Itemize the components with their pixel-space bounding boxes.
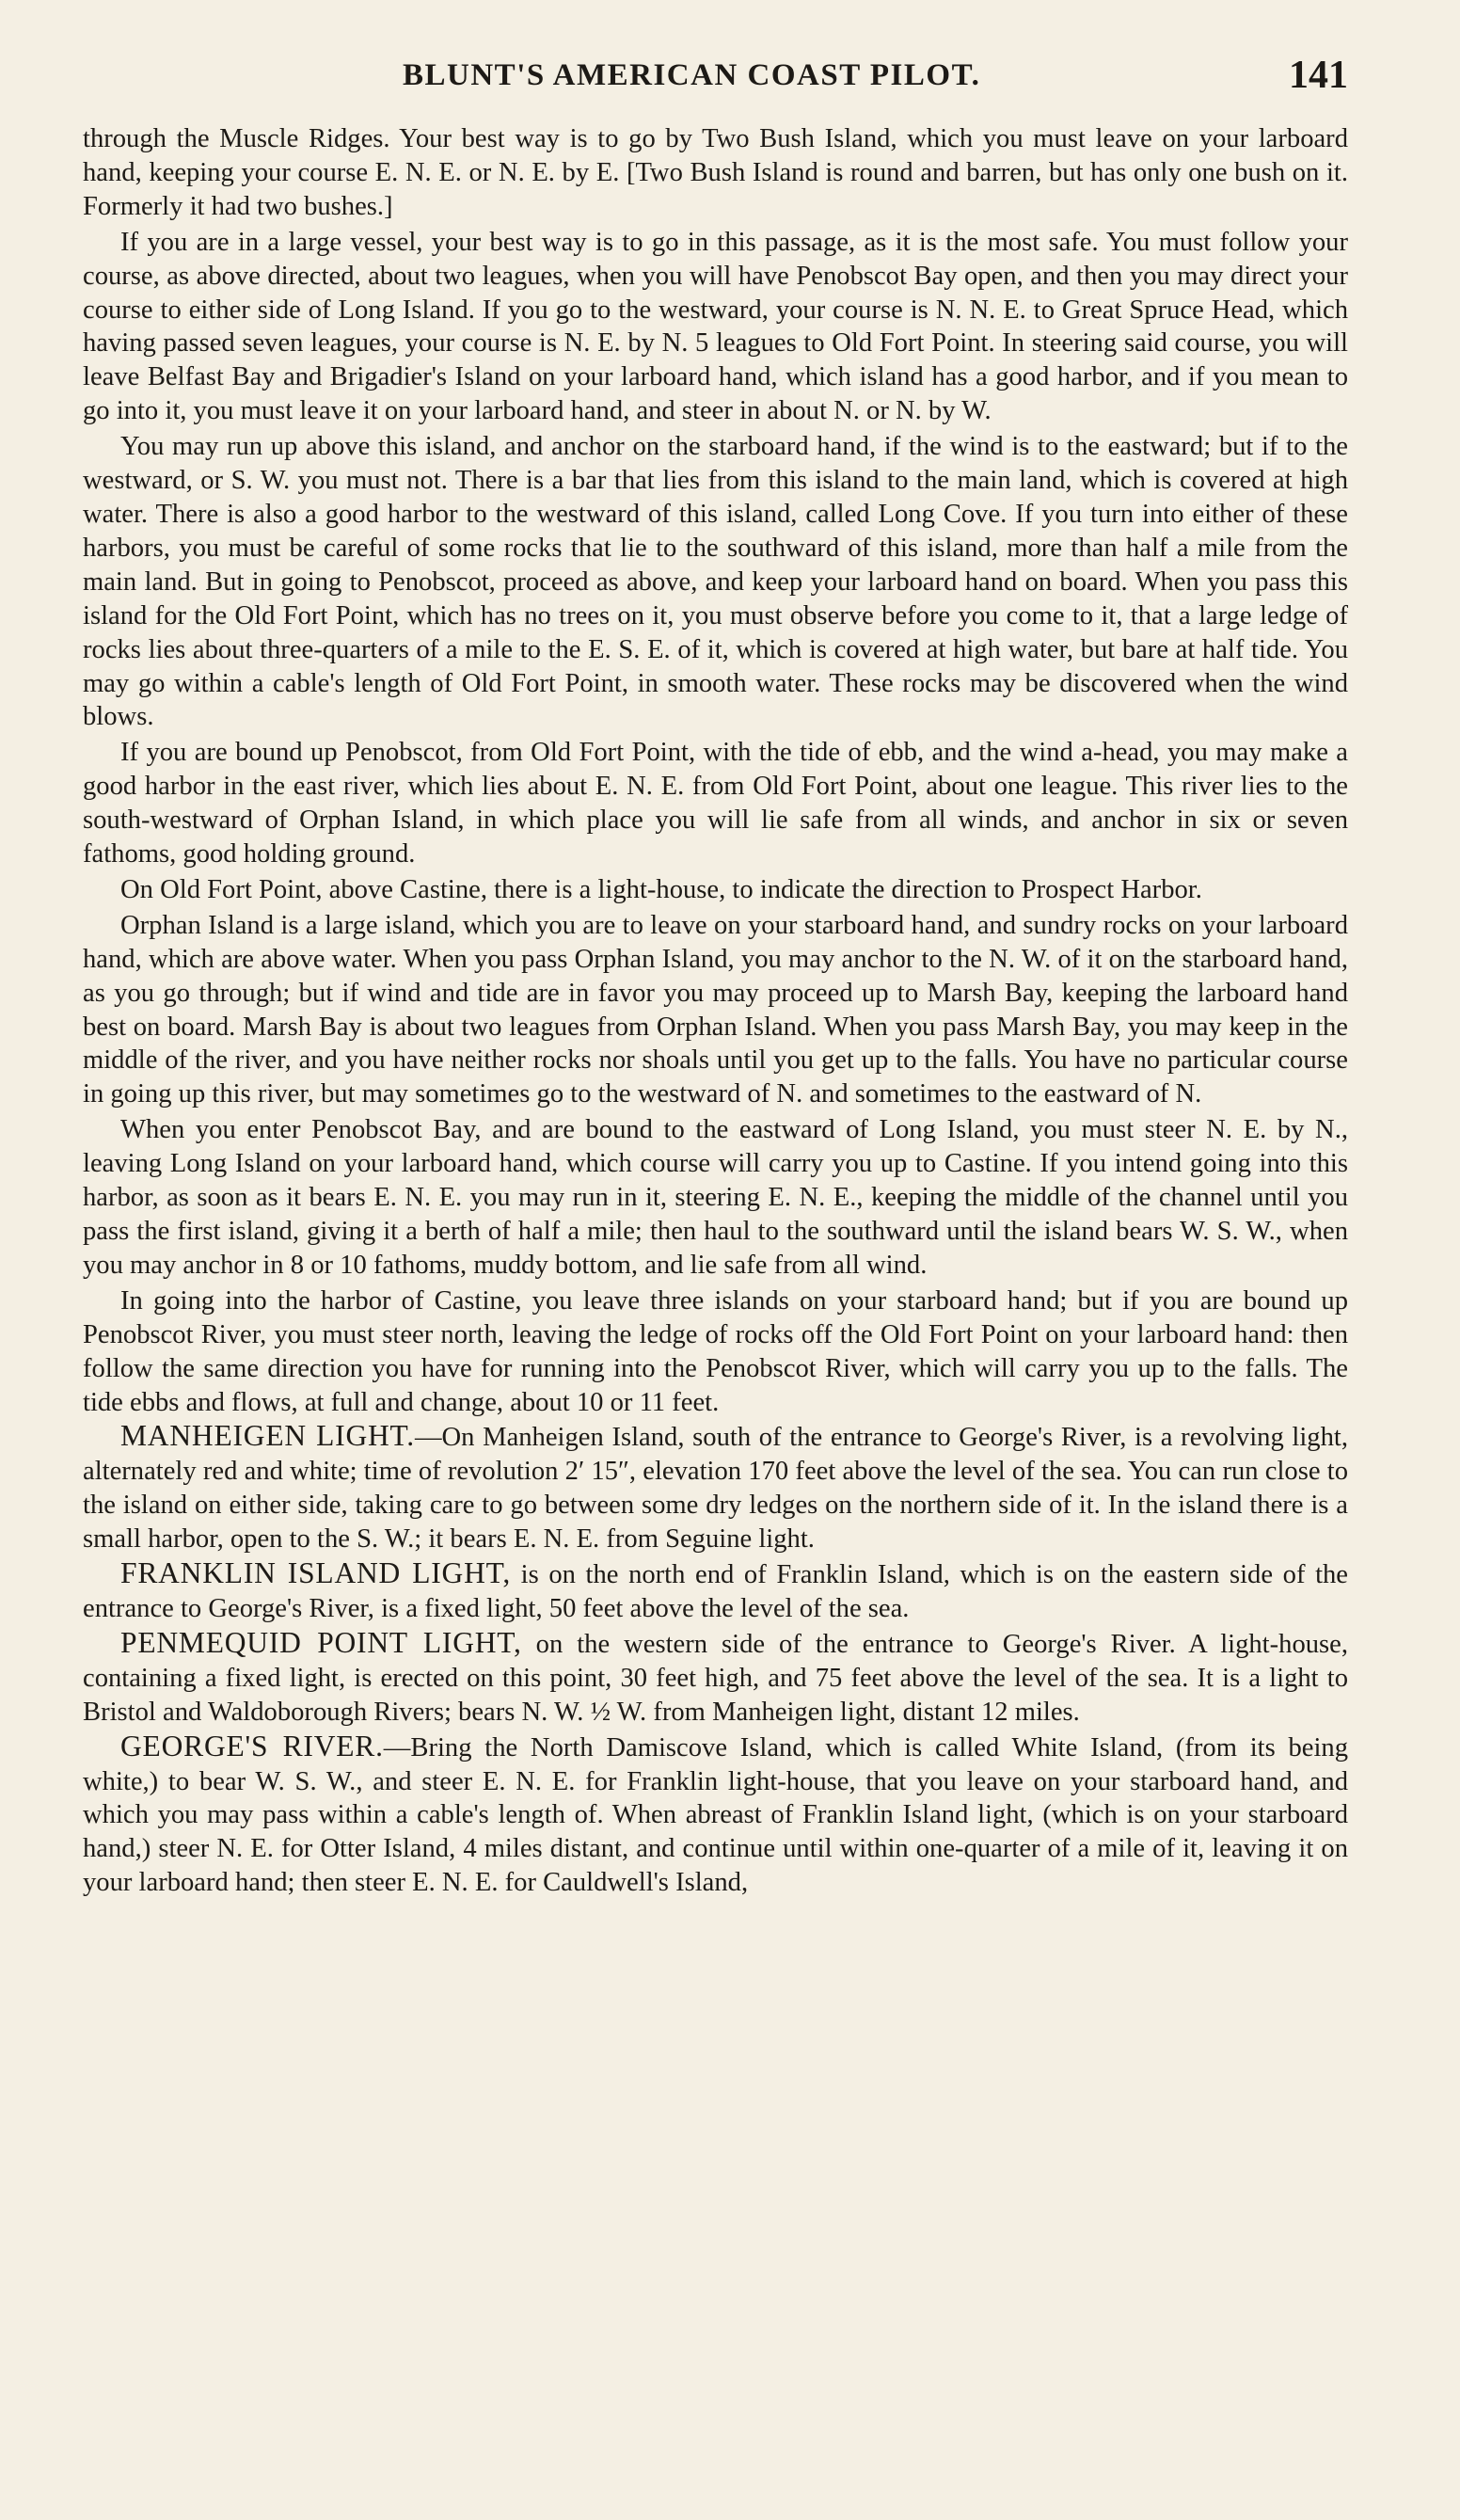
paragraph: [83, 1419, 1348, 1556]
paragraph-heading: PENMEQUID POINT LIGHT,: [120, 1625, 522, 1659]
paragraph-text: On Old Fort Point, above Castine, there is a light-house, to indicate the direction to Prospect Harbor.: [120, 874, 1202, 904]
paragraph-text: Orphan Island is a large island, which you are to leave on your starboard hand, and sundry rocks on your larboard hand, which are above water. When you pass Orphan Island, you may anchor to the N. W. of it on the starboard hand, as you go through; but if wind and tide are in favor you may proceed up to Marsh Bay, keeping the larboard hand best on board. Marsh Bay is about two leagues from Orphan Island. When you pass Marsh Bay, you may keep in the middle of the river, and you have neither rocks nor shoals until you get up to the falls. You have no particular course in going up this river, but may sometimes go to the westward of N. and sometimes to the eastward of N.: [83, 910, 1348, 1109]
paragraph-text: through the Muscle Ridges. Your best way is to go by Two Bush Island, which you must leave on your larboard hand, keeping your course E. N. E. or N. E. by E. [Two Bush Island is round and barren, but has only one bush on it. Formerly it had two bushes.]: [83, 124, 1348, 221]
running-title: BLUNT'S AMERICAN COAST PILOT.: [403, 58, 981, 92]
paragraph: [83, 1626, 1348, 1730]
paragraph: [83, 1111, 1348, 1283]
paragraph: [83, 1283, 1348, 1420]
paragraph-text: If you are in a large vessel, your best way is to go in this passage, as it is the most safe. You must follow your course, as above directed, about two leagues, when you will have Penobscot Bay open, and then you may direct your course to either side of Long Island. If you go to the westward, your course is N. N. E. to Great Spruce Head, which having passed seven leagues, your course is N. E. by N. 5 leagues to Old Fort Point. In steering said course, you will leave Belfast Bay and Brigadier's Island on your larboard hand, which island has a good harbor, and if you mean to go into it, you must leave it on your larboard hand, and steer in about N. or N. by W.: [83, 227, 1348, 426]
paragraph-text: on the western side of the entrance to George's River. A light-house, containing a fixed light, is erected on this point, 30 feet high, and 75 feet above the level of the sea. It is a light to Bristol and Waldoborough Rivers; bears N. W. ½ W. from Manheigen light, distant 12 miles.: [83, 1629, 1348, 1727]
body-text: [83, 120, 1348, 1900]
page-header: [83, 53, 1348, 96]
paragraph-heading: MANHEIGEN LIGHT.: [120, 1419, 415, 1453]
paragraph-text: You may run up above this island, and anchor on the starboard hand, if the wind is to the eastward; but if to the westward, or S. W. you must not. There is a bar that lies from this island to the main land, which is covered at high water. There is also a good harbor to the westward of this island, called Long Cove. If you turn into either of these harbors, you must be careful of some rocks that lie to the southward of this island, more than half a mile from the main land. But in going to Penobscot, proceed as above, and keep your larboard hand on board. When you pass this island for the Old Fort Point, which has no trees on it, you must observe before you come to it, that a large ledge of rocks lies about three-quarters of a mile to the E. S. E. of it, which is covered at high water, but bare at half tide. You may go within a cable's length of Old Fort Point, in smooth water. These rocks may be discovered when the wind blows.: [83, 432, 1348, 732]
paragraph-text: —Bring the North Damiscove Island, which is called White Island, (from its being white,) to bear W. S. W., and steer E. N. E. for Franklin light-house, that you leave on your starboard hand, and which you may pass within a cable's length of. When abreast of Franklin Island light, (which is on your starboard hand,) steer N. E. for Otter Island, 4 miles distant, and continue until within one-quarter of a mile of it, leaving it on your larboard hand; then steer E. N. E. for Cauldwell's Island,: [83, 1732, 1348, 1898]
paragraph: [83, 907, 1348, 1111]
paragraph: [83, 871, 1348, 907]
paragraph: [83, 120, 1348, 224]
paragraph-text: In going into the harbor of Castine, you leave three islands on your starboard hand; but if you are bound up Penobscot River, you must steer north, leaving the ledge of rocks off the Old Fort Point on your larboard hand: then follow the same direction you have for running into the Penobscot River, which will carry you up to the falls. The tide ebbs and flows, at full and change, about 10 or 11 feet.: [83, 1285, 1348, 1417]
paragraph-heading: FRANKLIN ISLAND LIGHT,: [120, 1556, 512, 1590]
paragraph: [83, 224, 1348, 428]
page-number: 141: [1289, 54, 1348, 97]
paragraph: [83, 428, 1348, 734]
paragraph: [83, 1730, 1348, 1901]
paragraph: [83, 734, 1348, 871]
paragraph-text: When you enter Penobscot Bay, and are bound to the eastward of Long Island, you must steer N. E. by N., leaving Long Island on your larboard hand, which course will carry you up to Castine. If you intend going into this harbor, as soon as it bears E. N. E. you may run in it, steering E. N. E., keeping the middle of the channel until you pass the first island, giving it a berth of half a mile; then haul to the southward until the island bears W. S. W., when you may anchor in 8 or 10 fathoms, muddy bottom, and lie safe from all wind.: [83, 1115, 1348, 1280]
paragraph-text: is on the north end of Franklin Island, which is on the eastern side of the entrance to George's River, is a fixed light, 50 feet above the level of the sea.: [83, 1560, 1349, 1623]
paragraph-heading: GEORGE'S RIVER.: [120, 1729, 384, 1762]
paragraph-text: —On Manheigen Island, south of the entrance to George's River, is a revolving light, alternately red and white; time of revolution 2′ 15″, elevation 170 feet above the level of the sea. You can run close to the island on either side, taking care to go between some dry ledges on the northern side of it. In the island there is a small harbor, open to the S. W.; it bears E. N. E. from Seguine light.: [83, 1423, 1348, 1555]
paragraph-text: If you are bound up Penobscot, from Old Fort Point, with the tide of ebb, and the wind a-head, you may make a good harbor in the east river, which lies about E. N. E. from Old Fort Point, about one league. This river lies to the south-westward of Orphan Island, in which place you will lie safe from all winds, and anchor in six or seven fathoms, good holding ground.: [83, 738, 1348, 869]
paragraph: [83, 1556, 1348, 1626]
